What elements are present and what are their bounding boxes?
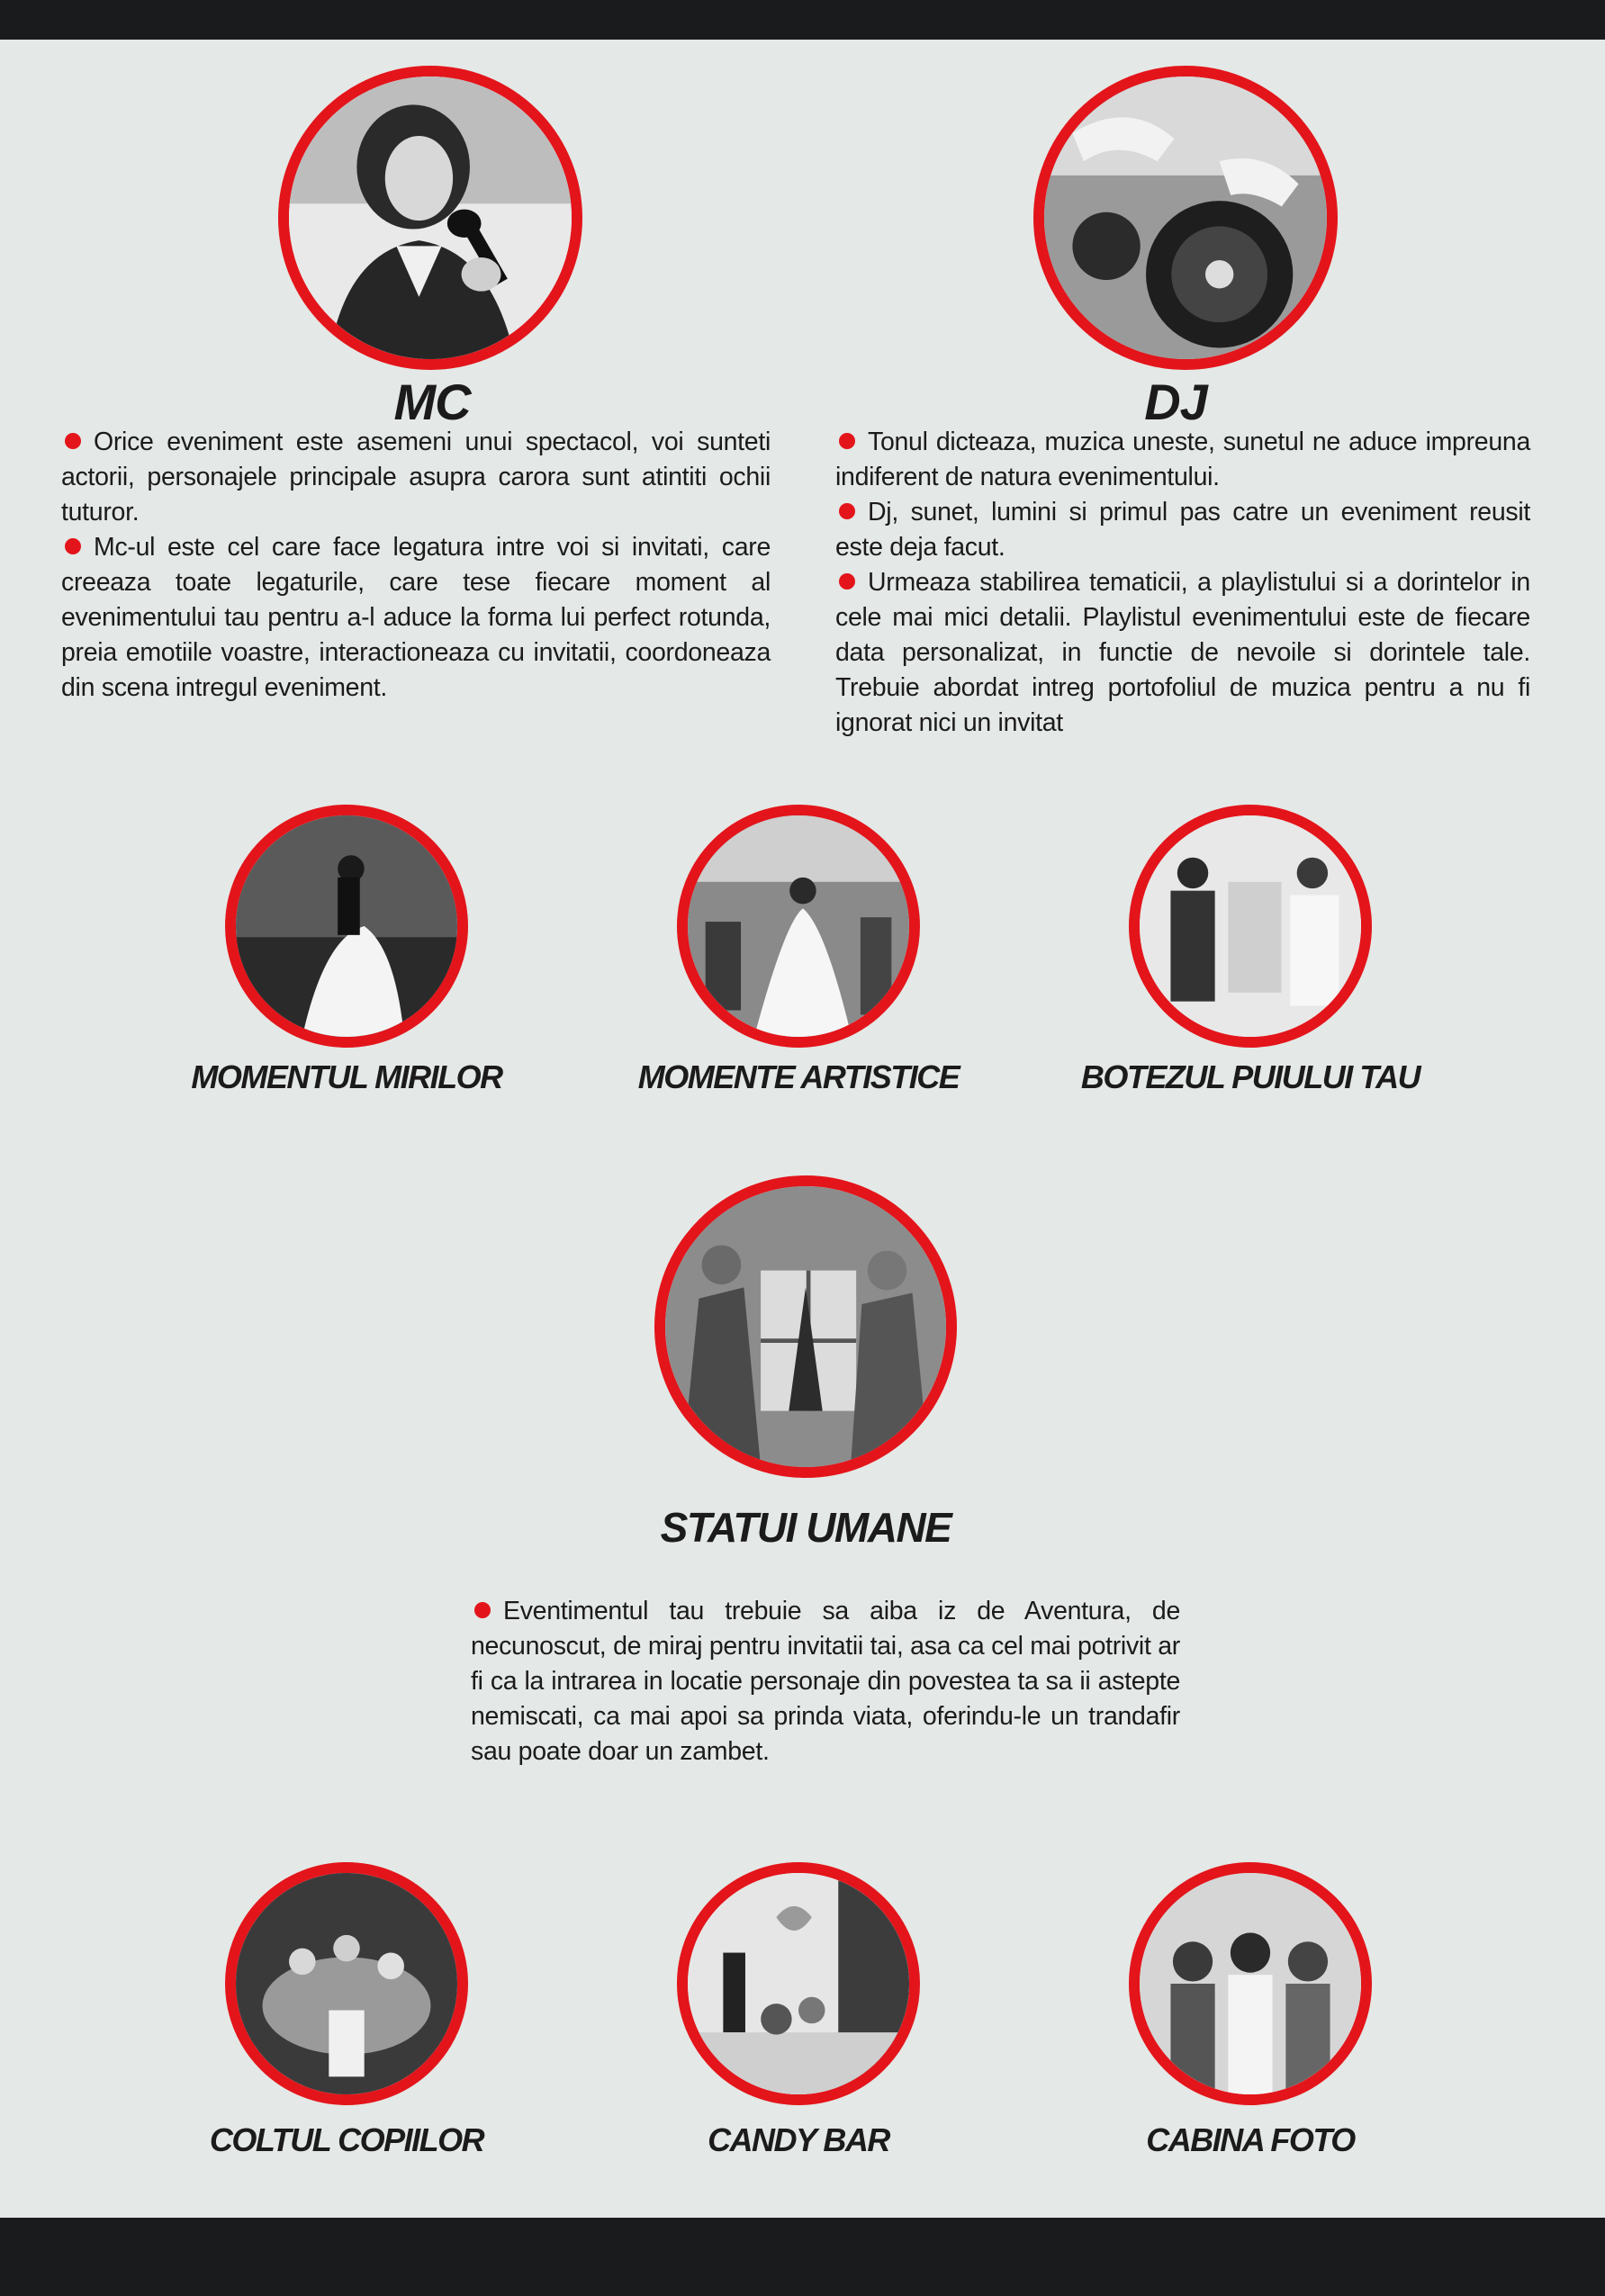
dj-bullet-text: Dj, sunet, lumini si primul pas catre un eveniment reusit este deja facut.: [835, 498, 1530, 562]
dj-photo: [1033, 66, 1338, 370]
statui-umane-photo: [654, 1175, 957, 1478]
statui-bullet-text: Eventimentul tau trebuie sa aiba iz de Aventura, de necunoscut, de miraj pentru invitatii tai, asa ca cel mai potrivit ar fi ca la intrarea in locatie personaje din povestea ta sa ii astepte nemiscati, ca mai apoi sa prinda viata, oferindu-le un trandafir sau poate doar un zambet.: [471, 1597, 1180, 1766]
momentul-mirilor-photo: [225, 805, 468, 1048]
bullet-icon: [65, 538, 81, 554]
dj-paragraph-1: [835, 425, 1530, 495]
statui-umane-description: [471, 1594, 1180, 1769]
dj-paragraph-3: [835, 565, 1530, 741]
botezul-puiului-tau-label: BOTEZUL PUIULUI TAU: [1080, 1058, 1420, 1095]
mc-paragraph-1: [61, 425, 771, 530]
bullet-icon: [65, 433, 81, 449]
mc-paragraph-2: [61, 530, 771, 706]
momente-artistice-label: MOMENTE ARTISTICE: [637, 1058, 960, 1095]
dj-paragraph-2: [835, 495, 1530, 565]
mc-bullet-text: Orice eveniment este asemeni unui spectacol, voi sunteti actorii, personajele principale asupra carora sunt atintiti ochii tuturor.: [61, 428, 771, 527]
candy-bar-label: CANDY BAR: [708, 2121, 889, 2158]
dj-bullet-text: Urmeaza stabilirea tematicii, a playlistului si a dorintelor in cele mai mici detalii. Playlistul evenimentului este de fiecare data personalizat, in functie de nevoile si dorintele tale. Trebuie abordat intreg portofoliul de muzica pentru a nu fi ignorat nici un invitat: [835, 568, 1530, 737]
statui-umane-title: STATUI UMANE: [660, 1504, 951, 1551]
bullet-icon: [839, 433, 855, 449]
bullet-icon: [839, 573, 855, 590]
coltul-copiilor-photo: [225, 1862, 468, 2105]
cabina-foto-label: CABINA FOTO: [1146, 2121, 1355, 2158]
bullet-icon: [839, 503, 855, 519]
mc-photo: [278, 66, 582, 370]
momente-artistice-photo: [677, 805, 920, 1048]
dj-bullet-text: Tonul dicteaza, muzica uneste, sunetul ne aduce impreuna indiferent de natura evenimentului.: [835, 428, 1530, 491]
momentul-mirilor-label: MOMENTUL MIRILOR: [191, 1058, 502, 1095]
mc-title: MC: [393, 374, 471, 430]
botezul-puiului-tau-photo: [1129, 805, 1372, 1048]
cabina-foto-photo: [1129, 1862, 1372, 2105]
bullet-icon: [474, 1602, 491, 1618]
mc-description: [61, 425, 771, 706]
dj-title: DJ: [1144, 374, 1207, 430]
coltul-copiilor-label: COLTUL COPIILOR: [209, 2121, 484, 2158]
candy-bar-photo: [677, 1862, 920, 2105]
mc-bullet-text: Mc-ul este cel care face legatura intre voi si invitati, care creeaza toate legaturile, care tese fiecare moment al evenimentului tau pentru a-l aduce la forma lui perfect rotunda, preia emotiile voastre, interactioneaza cu invitatii, coordoneaza din scena intregul eveniment.: [61, 533, 771, 702]
statui-paragraph-1: [471, 1594, 1180, 1769]
top-band: [0, 0, 1605, 40]
dj-description: [835, 425, 1530, 741]
bottom-band: [0, 2218, 1605, 2296]
